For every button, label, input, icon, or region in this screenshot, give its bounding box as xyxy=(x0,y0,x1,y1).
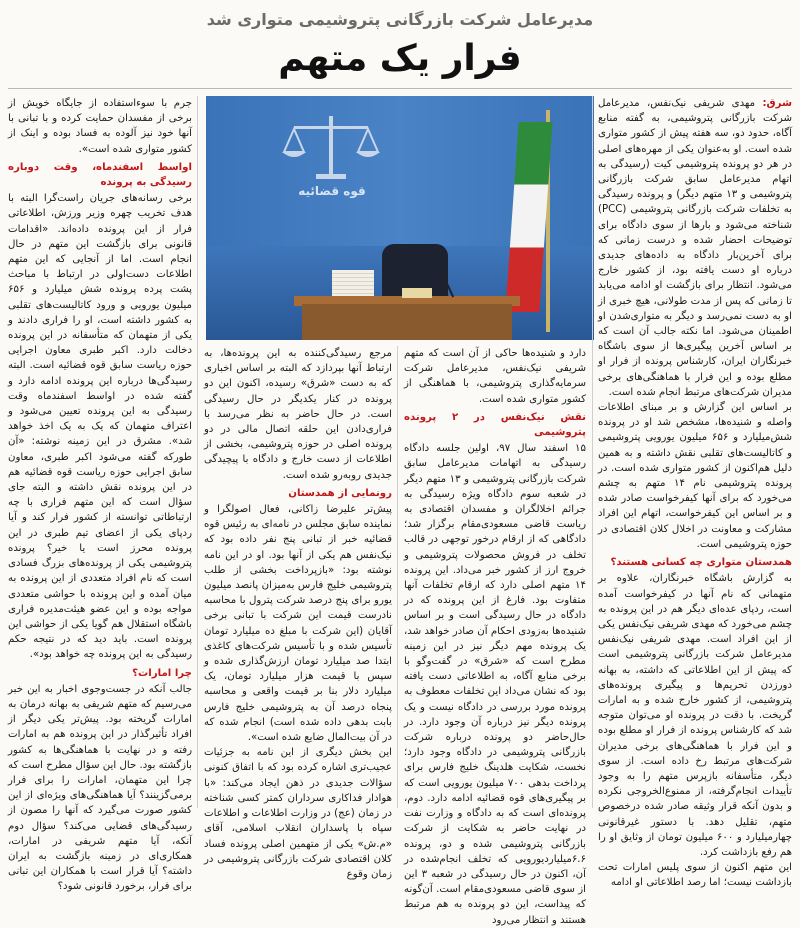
paragraph: این متهم اکنون از سوی پلیس امارات تحت بازداشت نیست؛ اما رصد اطلاعاتی او ادامه xyxy=(598,862,792,889)
article-column-1 xyxy=(598,96,793,889)
paragraph: ۱۵ اسفند سال ۹۷، اولین جلسه دادگاه رسیدگی به اتهامات مدیرعامل سابق شرکت بازرگانی پتروشیمی و ۱۳ متهم دیگر در شعبه سوم دادگاه ویژه رسیدگی به جرائم اخلالگران و مفسدان اقتصادی به ریاست قاضی مسعودی‌مقام برگزار شد؛ دادگاهی که از ارقام درخور توجهی در قالب تخلف در فروش محصولات پتروشیمی و خروج ارز از کشور خبر می‌داد. این پرونده ۱۴ متهم اصلی دارد که ارقام تخلفات آنها متفاوت بود. فارغ از این پرونده که در دادگاه در حال رسیدگی است و بر اساس شنیده‌ها به‌زودی احکام آن صادر خواهد شد، یک پرونده مهم دیگر نیز در این زمینه مطرح است که «شرق» در گفت‌وگو با برخی منابع آگاه، به اطلاعاتی دست یافته بود که نشان می‌داد این تخلفات معطوف به پرونده مورد بررسی در دادگاه نیست و یک پرونده دیگر نیز درباره آن وجود دارد. در حال‌حاضر دو پرونده درباره شرکت بازرگانی پتروشیمی در دادگاه وجود دارد؛ نخست، شکایت هلدینگ خلیج فارس برای پرداخت بدهی ۷۰۰ میلیون یورویی است که بر پیگیری‌های قوه قضائیه ادامه دارد. دوم، پرونده‌ای است که به دادگاه و وزارت نفت در نهایت حاضر به شکایت از شرکت بازرگانی پتروشیمی شده و دو، پرونده ۶.۶میلیاردیورویی که تخلف انجام‌شده در آن، اکنون در حال رسیدگی در شعبه ۳ این از سوی قاضی مسعودی‌مقام است. آن‌گونه که پیداست، این دو پرونده به هم مرتبط هستند و انتظار می‌رود xyxy=(404,443,586,926)
emblem-caption: قوه قضائیه xyxy=(298,184,366,198)
headline: فرار یک متهم xyxy=(278,38,522,79)
judge-desk xyxy=(302,304,512,340)
paragraph: برخی رسانه‌های جریان راست‌گرا البته با هدف تخریب چهره وزیر ورزش، اطلاعاتی فرار از این پرونده داده‌اند. «اقدامات قانونی برای بازگشت این متهم در حال انجام است. اما از آنجایی که این متهم اطلاعات دست‌اولی در ارتباط با مباحث پشت پرده پرونده شش میلیارد و ۶۵۶ میلیون یورویی و ورود کاتالیست‌های تقلبی به کشور داشته است، او را فراری دادند و یکی از متهمان که متأسفانه در این پرونده دخالت دارد. اکبر طبری معاون اجرایی حوزه ریاست سابق قوه قضائیه است. البته رسیدگی‌ها درباره این پرونده ادامه دارد و گفته شده در اواسط اسفندماه وقت رسیدگی به این پرونده تعیین می‌شود و اعتراف متهمان که یک به یک اخذ خواهد شد». مشرق در این زمینه نوشته: «آن طورکه گفته می‌شود اکبر طبری، معاون سابق اجرایی حوزه ریاست قوه قضائیه هم در این پرونده نقش داشته و البته جای سؤال است که این متهم فراری با چه ارتباطاتی توانسته از کشور فرار کند و آیا ردپای یکی از اعضای تیم طبری در این پرونده محرز است یا خیر؟ پرونده پتروشیمی یکی از پرونده‌های بزرگ فسادی است که نام افراد متعددی از این پرونده به میان آمده و این پرونده با حواشی متعددی مواجه بوده و این عضو هیئت‌مدیره فراری باشگاه استقلال هم گویا یکی از حواشی این پرونده است. باید دید که در نتیجه حکم رسیدگی به این پرونده چه خواهد بود». xyxy=(8,193,192,661)
subheading: همدستان متواری چه کسانی هستند؟ xyxy=(610,557,792,569)
nameplate xyxy=(402,288,432,298)
subheading: رونمایی از همدستان xyxy=(288,487,392,499)
paragraph: بر اساس این گزارش و بر مبنای اطلاعات واصله و شنیده‌ها، مشخص شد او در پرونده شش‌میلیارد و ۶۵۶ میلیون یورویی پتروشیمی و کاتالیست‌های تقلبی نقش داشته و به همین دلیل هم‌اکنون از کشور متواری شده است. در پرونده پتروشیمی نام ۱۴ متهم به چشم می‌خورد که برای آنها کیفرخواست صادر شده و بر اساس این کیفرخواست، اتهام این افراد مشارکت و معاونت در اخلال کلان اقتصادی در حوزه پتروشیمی است. xyxy=(598,402,792,550)
article-column-4 xyxy=(8,96,192,893)
subheading: اواسط اسفندماه، وقت دوباره رسیدگی به پرونده xyxy=(8,161,192,189)
paragraph: این بخش دیگری از این نامه به جزئیات عجیب‌تری اشاره کرده بود که با اتفاق کنونی سؤالات جدیدی در ذهن ایجاد می‌کند: «با هوادار فداکاری سرداران کمتر کسی شناخته در زمان (عج) در وزارت اطلاعات و اطلاعات سپاه با پاسداران انقلاب اسلامی، آقای «م.ش» یکی از متهمین اصلی پرونده فساد کلان اقتصادی شرکت بازرگانی پتروشیمی در زمان وقوع xyxy=(204,747,392,880)
header-rule xyxy=(8,88,792,89)
kicker: مدیرعامل شرکت بازرگانی پتروشیمی متواری شد xyxy=(206,10,594,29)
subheading: چرا امارات؟ xyxy=(132,667,192,679)
justice-scale-icon xyxy=(276,110,386,190)
courtroom-photo xyxy=(206,96,594,340)
paragraph: پیش‌تر علیرضا زاکانی، فعال اصولگرا و نماینده سابق مجلس در نامه‌ای به رئیس قوه قضائیه خبر از تبانی پنج نفر داده بود که نیک‌نفس هم یکی از آنها بود. او در این نامه نوشته بود: «بازپرداخت بخشی از طلب پتروشیمی خلیج فارس به‌میزان پانصد میلیون یورو برای پنج درصد شرکت پترول با محاسبه نادرست قیمت این شرکت با تبانی برخی آقایان (این شرکت با مبلغ ده میلیارد تومان تأسیس شده و با تأسیس شرکت‌های کاغذی ابتدا صد میلیارد تومان ارزش‌گذاری شده و سپس با قیمت هزار میلیارد تومان، یک میلیارد دلار بنا بر قیمت واقعی و محاسبه پنجاه درصد آن به پتروشیمی خلیج فارس بابت بدهی داده شده است) انجام شده که در آن بیت‌المال ضایع شده است». xyxy=(204,504,392,744)
paragraph: به گزارش باشگاه خبرنگاران، علاوه بر متهمانی که نام آنها در کیفرخواست آمده است، ردپای عده‌ای دیگر هم در این پرونده به چشم می‌خورد که مهدی شریفی نیک‌نفس یکی از این افراد است. مهدی شریفی نیک‌نفس مدیرعامل شرکت بازرگانی پتروشیمی است که پیش از این اطلاعاتی که داشته، به بهانه دورزدن تحریم‌ها و پیگیری پرونده‌های پتروشیمی، از کشور خارج شده و به امارات گریخت. با دقت در پرونده او می‌توان متوجه شد که کارشناس پرونده از فرار او مطلع بوده و این فرار با هماهنگی‌های برخی مدیران شرکت‌های مرتبط رخ داده است. از سوی دیگر، متأسفانه بازپرس متهم را به وجود تأییدات انجام‌گرفته، از ممنوع‌الخروجی نکرده و بدون آنکه قرار وثیقه صادر شده درخصوص متهم، تقلیل دهد. با دستور غیرقانونی چهارمیلیارد و ۶۰۰ میلیون تومان از وثایق او را هم رفع بازداشت کرد. xyxy=(598,573,793,858)
paragraph xyxy=(598,96,792,400)
paragraph-text: مهدی شریفی نیک‌نفس، مدیرعامل شرکت بازرگانی پتروشیمی، به گفته منابع آگاه، حدود دو، سه هفته پیش از کشور متواری شده است. او به‌عنوان یکی از مهره‌های اصلی در هر دو پرونده پتروشیمی کیت (رسیدگی به اتهام مدیرعامل سابق شرکت بازرگانی پتروشیمی و ۱۳ متهم دیگر) و پرونده رسیدگی به تخلفات شرکت بازرگانی پتروشیمی (PCC) شناخته می‌شود و بارها از سوی دادگاه برای توضیحات احضار شده و درست زمانی که برای آخرین‌بار دادگاه به داده‌های جدیدی درباره او دست یافته بود، از کشور خارج می‌شود. انتظار برای بازگشت او ادامه می‌یابد تا زمانی که پس از مدت طولانی، هیچ خبری از او به دست نمی‌رسد و دیگر به متواری‌شدن او اطمینان می‌شود. اما نکته جالب آن است که بر اساس آخرین پیگیری‌ها از سوی باشگاه خبرنگاران ایران، کارشناس پرونده از فرار او مطلع بوده و این فرار با هماهنگی‌های برخی مدیران شرکت‌های مرتبط انجام شده است. xyxy=(598,98,793,398)
column-separator xyxy=(592,96,593,808)
column-separator xyxy=(397,346,398,808)
paragraph: جرم با سوءاستفاده از جایگاه خویش از برخی از مفسدان حمایت کرده و با تبانی با آنها خود نیز آلوده به فساد بوده و اینک از کشور متواری شده است». xyxy=(8,98,192,155)
paragraph: جالب آنکه در جست‌وجوی اخبار به این خبر می‌رسیم که متهم شریفی به بهانه درمان به امارات گریخته بود. پیش‌تر یکی دیگر از افراد تأثیرگذار در این پرونده هم به امارات رفته و در نهایت با هماهنگی‌ها به کشور بازگشته بود. حال این سؤال مطرح است که چرا این متهمان، امارات را برای فرار برمی‌گزینند؟ آیا هماهنگی‌های ویژه‌ای از این کشور صورت می‌گیرد که آنها را مصون از رسیدگی‌های قضایی می‌کند؟ سؤال دوم آنکه، آیا متهم شریفی در امارات، همکاری‌ای در زمینه بازگشت به ایران داشته؟ آیا قرار است با همکاران این تبانی برای فرار، برخورد قانونی شود؟ xyxy=(8,683,192,893)
article-column-3 xyxy=(204,346,392,880)
paragraph: دارد و شنیده‌ها حاکی از آن است که متهم شریفی نیک‌نفس، مدیرعامل شرکت سرمایه‌گذاری پتروشیمی، با هماهنگی از کشور متواری شده است. xyxy=(404,348,586,405)
column-separator xyxy=(197,96,198,808)
subheading: نقش نیک‌نفس در ۲ پرونده پتروشیمی xyxy=(404,411,586,439)
lead-word: شرق: xyxy=(762,98,792,109)
paragraph: مرجع رسیدگی‌کننده به این پرونده‌ها، به ارتباط آنها بپردازد که البته بر اساس اخباری که به دست «شرق» رسیده، اکنون این دو پرونده در کنار یکدیگر در حال رسیدگی است. در حال حاضر به نظر می‌رسد با فراری‌دادن این حلقه اتصال مالی در دو پرونده اصلی در حوزه پتروشیمی، بخشی از اطلاعات از دست خارج و دادگاه با پیچیدگی جدیدی روبه‌رو شده است. xyxy=(204,348,392,481)
article-column-2 xyxy=(404,346,586,926)
